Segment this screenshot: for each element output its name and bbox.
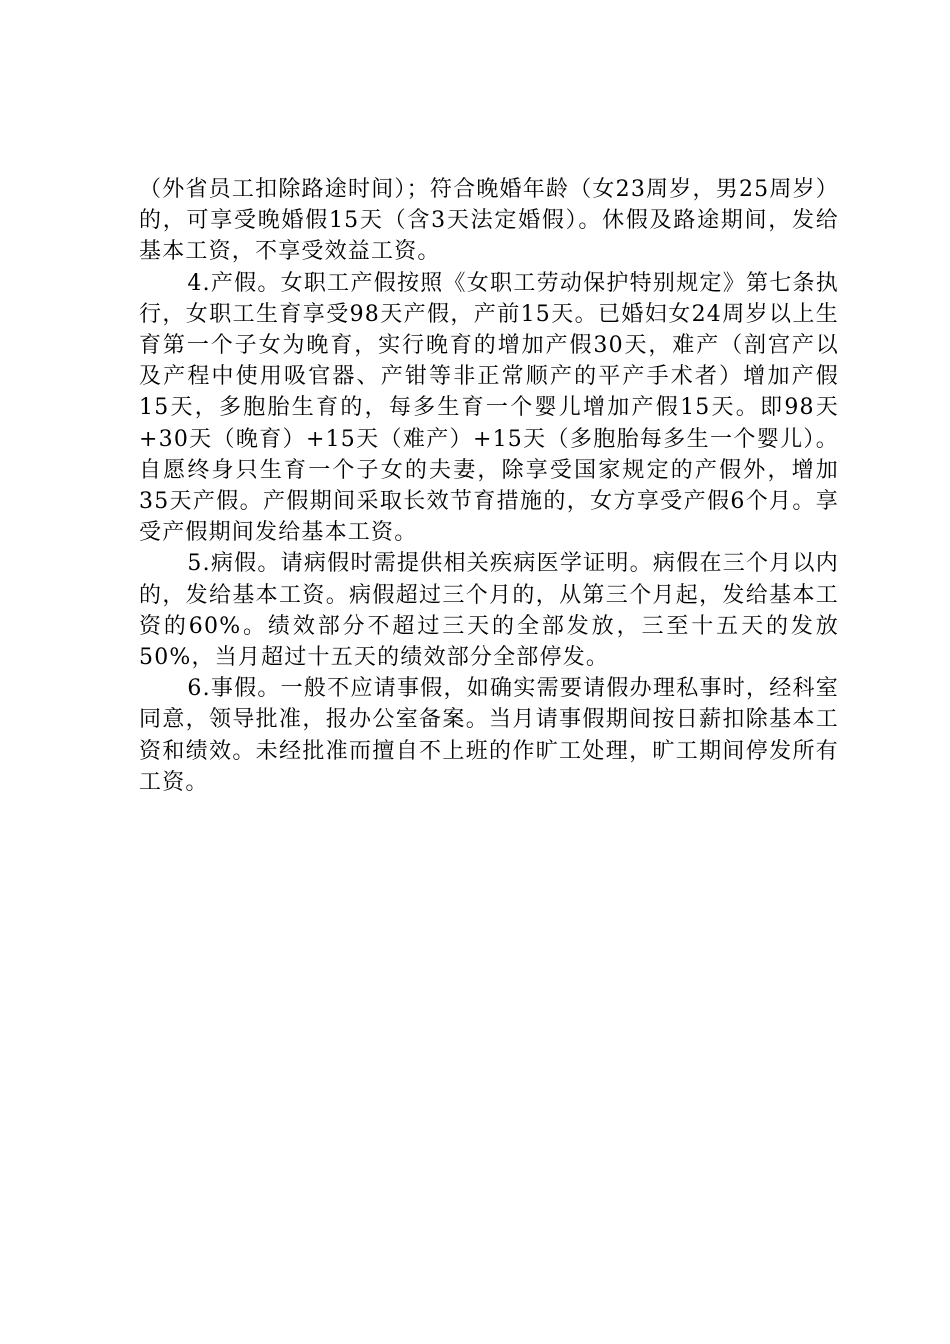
document-body [139,174,839,798]
paragraph-marriage-leave-continued: （外省员工扣除路途时间）；符合晚婚年龄（女23周岁，男25周岁）的，可享受晚婚假15天（含3天法定婚假）。休假及路途期间，发给基本工资，不享受效益工资。 [139,177,839,265]
paragraph-maternity-leave: 4.产假。女职工产假按照《女职工劳动保护特别规定》第七条执行，女职工生育享受98天产假，产前15天。已婚妇女24周岁以上生育第一个子女为晚育，实行晚育的增加产假30天，难产（剖宫产以及产程中使用吸官器、产钳等非正常顺产的平产手术者）增加产假15天，多胞胎生育的，每多生育一个婴儿增加产假15天。即98天+30天（晚育）+15天（难产）+15天（多胞胎每多生一个婴儿）。自愿终身只生育一个子女的夫妻，除享受国家规定的产假外，增加35天产假。产假期间采取长效节育措施的，女方享受产假6个月。享受产假期间发给基本工资。 [139,270,839,546]
paragraph-sick-leave: 5.病假。请病假时需提供相关疾病医学证明。病假在三个月以内的，发给基本工资。病假超过三个月的，从第三个月起，发给基本工资的60%。绩效部分不超过三天的全部发放，三至十五天的发放50%，当月超过十五天的绩效部分全部停发。 [139,551,839,671]
paragraph-personal-leave: 6.事假。一般不应请事假，如确实需要请假办理私事时，经科室同意，领导批准，报办公室备案。当月请事假期间按日薪扣除基本工资和绩效。未经批准而擅自不上班的作旷工处理，旷工期间停发所有工资。 [139,676,839,795]
